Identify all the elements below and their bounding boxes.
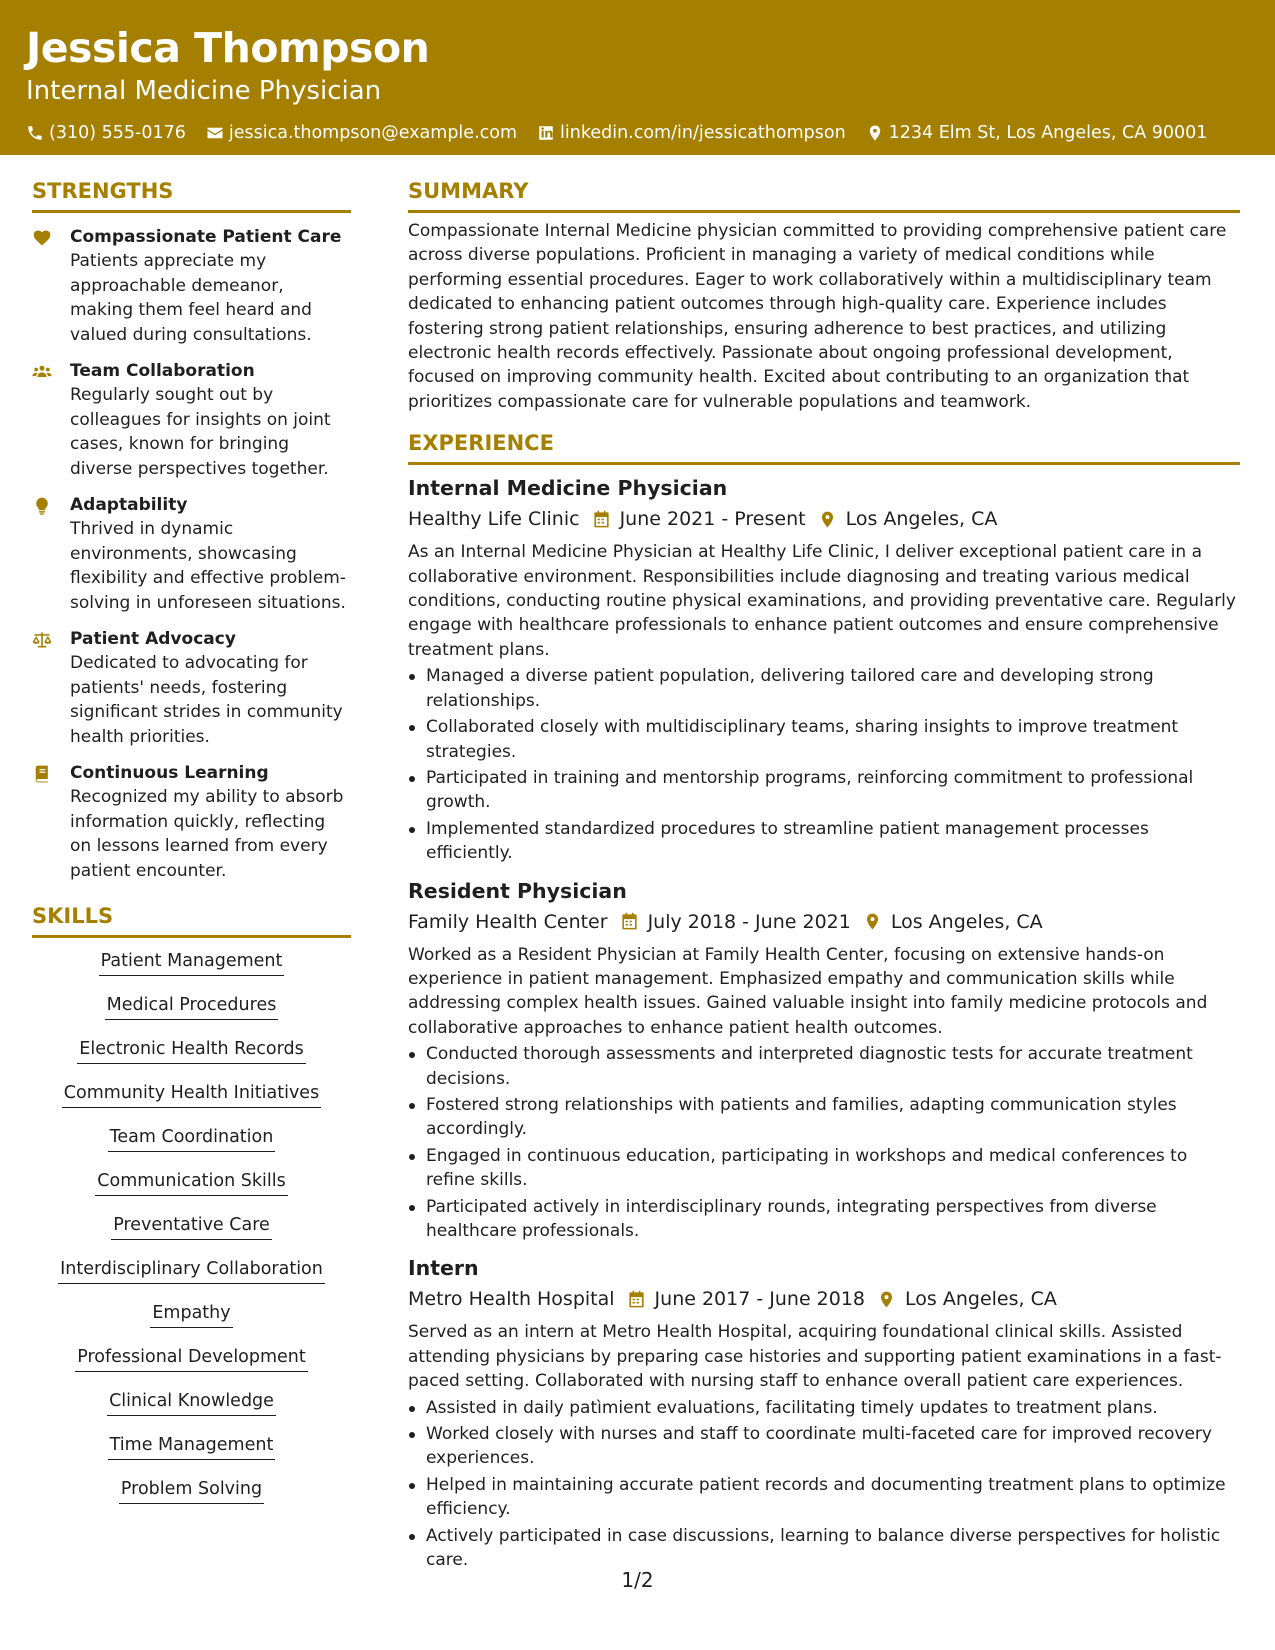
job-meta xyxy=(408,1284,1240,1314)
skill-item: Problem Solving xyxy=(119,1476,264,1504)
job-company: Family Health Center xyxy=(408,910,608,933)
map-marker-icon xyxy=(818,510,837,529)
job-bullets xyxy=(408,1042,1240,1243)
candidate-title: Internal Medicine Physician xyxy=(26,76,382,106)
heart-icon xyxy=(32,228,52,248)
job-title: Internal Medicine Physician xyxy=(408,476,728,501)
skill-item: Empathy xyxy=(150,1300,232,1328)
resume-header xyxy=(0,0,1275,155)
balance-scale-icon xyxy=(32,630,52,650)
map-marker-icon xyxy=(866,124,884,142)
job-bullet: Actively participated in case discussions, learning to balance diverse perspectives for holistic care. xyxy=(408,1524,1240,1573)
right-column xyxy=(408,176,1240,1582)
job-bullet: Engaged in continuous education, participating in workshops and medical conferences to refine skills. xyxy=(408,1144,1240,1193)
map-marker-icon xyxy=(863,912,882,931)
strength-title: Patient Advocacy xyxy=(70,629,236,649)
users-icon xyxy=(32,362,52,382)
job-entry xyxy=(408,473,1240,865)
job-description: Served as an intern at Metro Health Hospital, acquiring foundational clinical skills. Assisted attending physicians by preparing case histories and supporting patient examinations in a fast-paced setting. Collaborated with nursing staff to enhance overall patient care experiences. xyxy=(408,1322,1222,1392)
strength-title: Team Collaboration xyxy=(70,361,255,381)
job-bullets xyxy=(408,664,1240,865)
skill-item: Medical Procedures xyxy=(105,992,279,1020)
strength-description: Dedicated to advocating for patients' needs, fostering significant strides in community health priorities. xyxy=(70,653,343,747)
strength-title: Adaptability xyxy=(70,495,188,515)
phone-text: (310) 555-0176 xyxy=(49,123,186,143)
job-meta xyxy=(408,907,1240,937)
strength-title: Continuous Learning xyxy=(70,763,269,783)
strength-item xyxy=(32,627,351,749)
contact-address xyxy=(866,120,1208,146)
page-number: 1/2 xyxy=(621,1568,654,1592)
job-bullets xyxy=(408,1396,1240,1573)
skill-item: Electronic Health Records xyxy=(77,1036,305,1064)
job-company: Metro Health Hospital xyxy=(408,1288,615,1311)
job-dates: June 2017 - June 2018 xyxy=(654,1288,866,1311)
address-text: 1234 Elm St, Los Angeles, CA 90001 xyxy=(888,123,1208,143)
job-bullet: Worked closely with nurses and staff to coordinate multi-faceted care for improved recovery experiences. xyxy=(408,1422,1240,1471)
contact-email[interactable] xyxy=(206,120,517,146)
book-icon xyxy=(32,764,52,784)
email-text: jessica.thompson@example.com xyxy=(228,123,518,143)
contact-phone[interactable] xyxy=(26,120,186,146)
summary-heading: SUMMARY xyxy=(408,176,1240,213)
lightbulb-icon xyxy=(32,496,52,516)
experience-heading: EXPERIENCE xyxy=(408,428,1240,465)
job-bullet: Assisted in daily patìmient evaluations, facilitating timely updates to treatment plans. xyxy=(408,1396,1240,1420)
linkedin-text: linkedin.com/in/jessicathompson xyxy=(560,123,846,143)
calendar-icon xyxy=(620,912,639,931)
skill-item: Team Coordination xyxy=(108,1124,276,1152)
job-bullet: Implemented standardized procedures to streamline patient management processes efficiently. xyxy=(408,817,1240,866)
linkedin-icon xyxy=(537,124,555,142)
strength-title: Compassionate Patient Care xyxy=(70,227,342,247)
strength-description: Recognized my ability to absorb information quickly, reflecting on lessons learned from every patient encounter. xyxy=(70,787,344,881)
strengths-heading: STRENGTHS xyxy=(32,176,351,213)
job-location: Los Angeles, CA xyxy=(905,1288,1057,1311)
job-description: Worked as a Resident Physician at Family Health Center, focusing on extensive hands-on experience in patient management. Emphasized empathy and communication skills while addressing complex health issues. Gained valuable insight into family medicine protocols and collaborative approaches to enhance patient health outcomes. xyxy=(408,944,1208,1038)
job-title: Intern xyxy=(408,1256,479,1281)
summary-text: Compassionate Internal Medicine physician committed to providing comprehensive patient care across diverse populations. Proficient in managing a variety of medical conditions while performing essential procedures. Eager to work collaboratively within a multidisciplinary team dedicated to enhancing patient outcomes through high-quality care. Experience includes fostering strong patient relationships, ensuring adherence to best practices, and utilizing electronic health records effectively. Passionate about ongoing professional development, focused on improving community health. Excited about contributing to an organization that prioritizes compassionate care for vulnerable populations and teamwork. xyxy=(408,221,1227,412)
job-bullet: Conducted thorough assessments and interpreted diagnostic tests for accurate treatment decisions. xyxy=(408,1042,1240,1091)
strength-description: Regularly sought out by colleagues for insights on joint cases, known for bringing diverse perspectives together. xyxy=(70,385,331,479)
strength-description: Patients appreciate my approachable demeanor, making them feel heard and valued during consultations. xyxy=(70,251,312,345)
job-bullet: Participated in training and mentorship programs, reinforcing commitment to professional growth. xyxy=(408,766,1240,815)
skill-item: Clinical Knowledge xyxy=(107,1388,276,1416)
strength-item xyxy=(32,761,351,883)
strength-item xyxy=(32,359,351,481)
job-title: Resident Physician xyxy=(408,878,627,903)
job-meta xyxy=(408,504,1240,534)
job-dates: July 2018 - June 2021 xyxy=(647,910,851,933)
skills-list xyxy=(32,948,351,1520)
skill-item: Preventative Care xyxy=(111,1212,272,1240)
contact-bar xyxy=(26,120,1249,146)
skill-item: Time Management xyxy=(108,1432,276,1460)
skill-item: Patient Management xyxy=(99,948,285,976)
job-entry xyxy=(408,1253,1240,1572)
skills-heading: SKILLS xyxy=(32,901,351,938)
strength-item xyxy=(32,493,351,615)
job-entry xyxy=(408,876,1240,1244)
job-location: Los Angeles, CA xyxy=(890,910,1043,933)
job-description: As an Internal Medicine Physician at Healthy Life Clinic, I deliver exceptional patient care in a collaborative environment. Responsibilities include diagnosing and treating various medical conditions, conducting routine physical examinations, and providing preventative care. Regularly engage with healthcare professionals to enhance patient outcomes and ensure comprehensive treatment plans. xyxy=(408,542,1236,660)
phone-icon xyxy=(26,124,44,142)
job-bullet: Collaborated closely with multidisciplinary teams, sharing insights to improve treatment strategies. xyxy=(408,715,1240,764)
job-company: Healthy Life Clinic xyxy=(408,508,580,531)
calendar-icon xyxy=(592,510,611,529)
candidate-name: Jessica Thompson xyxy=(26,24,430,72)
job-bullet: Fostered strong relationships with patients and families, adapting communication styles accordingly. xyxy=(408,1093,1240,1142)
envelope-icon xyxy=(206,124,224,142)
job-bullet: Helped in maintaining accurate patient records and documenting treatment plans to optimize efficiency. xyxy=(408,1473,1240,1522)
skill-item: Professional Development xyxy=(75,1344,308,1372)
calendar-icon xyxy=(627,1290,646,1309)
left-column xyxy=(32,176,351,1520)
map-marker-icon xyxy=(877,1290,896,1309)
job-bullet: Participated actively in interdisciplinary rounds, integrating perspectives from diverse healthcare professionals. xyxy=(408,1195,1240,1244)
skill-item: Community Health Initiatives xyxy=(62,1080,321,1108)
strength-description: Thrived in dynamic environments, showcasing flexibility and effective problem-solving in unforeseen situations. xyxy=(70,519,346,613)
job-bullet: Managed a diverse patient population, delivering tailored care and developing strong relationships. xyxy=(408,664,1240,713)
skill-item: Communication Skills xyxy=(95,1168,287,1196)
strength-item xyxy=(32,225,351,347)
contact-linkedin[interactable] xyxy=(537,120,846,146)
job-location: Los Angeles, CA xyxy=(845,508,998,531)
skill-item: Interdisciplinary Collaboration xyxy=(58,1256,325,1284)
job-dates: June 2021 - Present xyxy=(619,508,806,531)
